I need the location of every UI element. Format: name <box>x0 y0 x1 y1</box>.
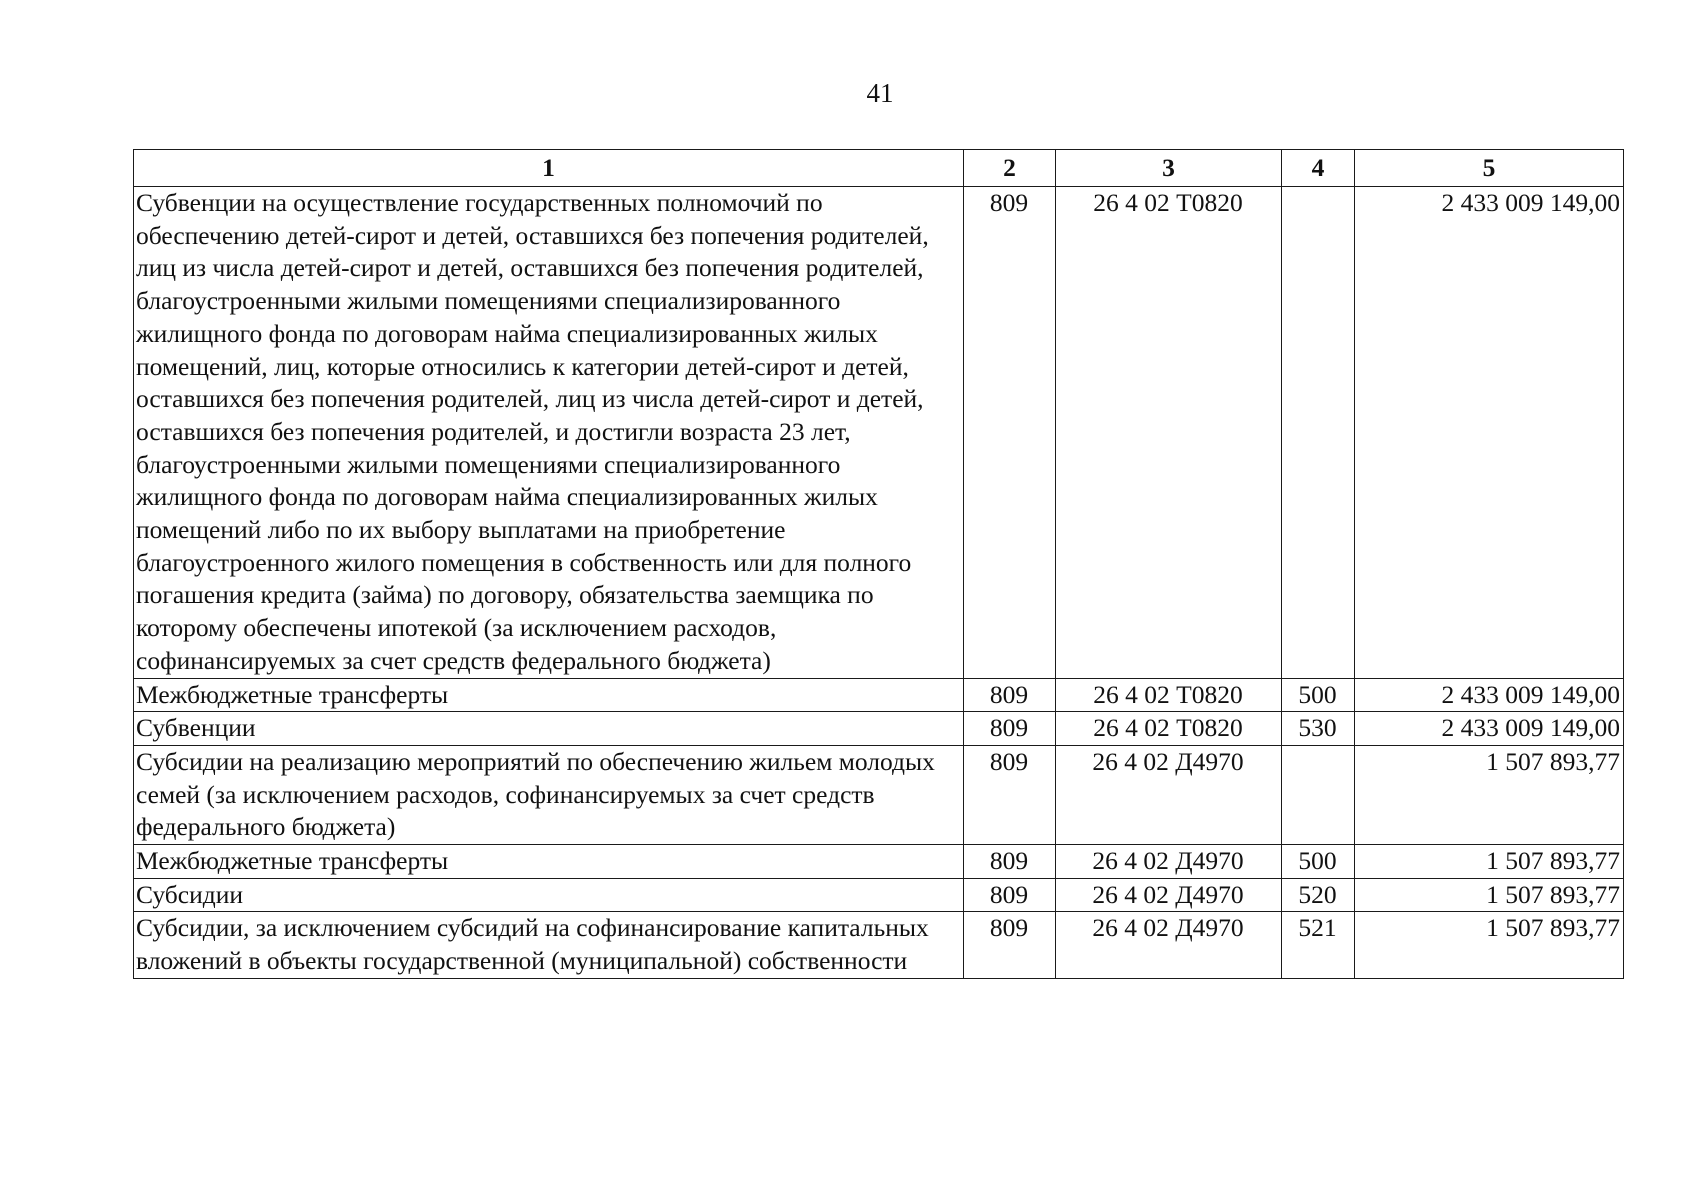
row-amount: 1 507 893,77 <box>1355 878 1624 912</box>
row-expense-type: 521 <box>1282 912 1355 978</box>
row-expense-type: 530 <box>1282 712 1355 746</box>
table-row <box>134 878 1624 912</box>
row-description: Межбюджетные трансферты <box>134 845 964 879</box>
row-description: Субвенции на осуществление государственных полномочий по обеспечению детей-сирот и детей, оставшихся без попечения родителей, лиц из числа детей-сирот и детей, оставшихся без попечения родителей, благоустроенными жилыми помещениями специализированного жилищного фонда по договорам найма специализированных жилых помещений, лиц, которые относились к категории детей-сирот и детей, оставшихся без попечения родителей, лиц из числа детей-сирот и детей, оставшихся без попечения родителей, и достигли возраста 23 лет, благоустроенными жилыми помещениями специализированного жилищного фонда по договорам найма специализированных жилых помещений либо по их выбору выплатами на приобретение благоустроенного жилого помещения в собственность или для полного погашения кредита (займа) по договору, обязательства заемщика по которому обеспечены ипотекой (за исключением расходов, софинансируемых за счет средств федерального бюджета) <box>134 187 964 679</box>
table-row <box>134 912 1624 978</box>
table-header-row <box>134 150 1624 187</box>
row-expense-type <box>1282 745 1355 844</box>
row-department-code: 809 <box>964 912 1056 978</box>
table-row <box>134 712 1624 746</box>
row-department-code: 809 <box>964 712 1056 746</box>
table-row <box>134 745 1624 844</box>
row-department-code: 809 <box>964 845 1056 879</box>
row-amount: 2 433 009 149,00 <box>1355 187 1624 679</box>
column-header-2: 2 <box>964 150 1056 187</box>
row-amount: 2 433 009 149,00 <box>1355 712 1624 746</box>
row-description: Субсидии на реализацию мероприятий по обеспечению жильем молодых семей (за исключением расходов, софинансируемых за счет средств федерального бюджета) <box>134 745 964 844</box>
table-row <box>134 187 1624 679</box>
row-department-code: 809 <box>964 187 1056 679</box>
budget-table <box>133 149 1624 979</box>
column-header-5: 5 <box>1355 150 1624 187</box>
column-header-1: 1 <box>134 150 964 187</box>
row-target-article: 26 4 02 Т0820 <box>1056 187 1282 679</box>
row-amount: 1 507 893,77 <box>1355 845 1624 879</box>
row-amount: 1 507 893,77 <box>1355 912 1624 978</box>
row-amount: 2 433 009 149,00 <box>1355 678 1624 712</box>
table-row <box>134 678 1624 712</box>
row-description: Субсидии, за исключением субсидий на софинансирование капитальных вложений в объекты государственной (муниципальной) собственности <box>134 912 964 978</box>
column-header-4: 4 <box>1282 150 1355 187</box>
row-expense-type <box>1282 187 1355 679</box>
row-expense-type: 520 <box>1282 878 1355 912</box>
row-description: Субсидии <box>134 878 964 912</box>
row-department-code: 809 <box>964 745 1056 844</box>
row-target-article: 26 4 02 Д4970 <box>1056 912 1282 978</box>
table-row <box>134 845 1624 879</box>
row-target-article: 26 4 02 Д4970 <box>1056 745 1282 844</box>
column-header-3: 3 <box>1056 150 1282 187</box>
row-expense-type: 500 <box>1282 678 1355 712</box>
row-target-article: 26 4 02 Д4970 <box>1056 845 1282 879</box>
row-department-code: 809 <box>964 878 1056 912</box>
row-description: Межбюджетные трансферты <box>134 678 964 712</box>
page-number: 41 <box>866 78 894 108</box>
row-description: Субвенции <box>134 712 964 746</box>
row-department-code: 809 <box>964 678 1056 712</box>
row-target-article: 26 4 02 Т0820 <box>1056 678 1282 712</box>
row-target-article: 26 4 02 Д4970 <box>1056 878 1282 912</box>
row-target-article: 26 4 02 Т0820 <box>1056 712 1282 746</box>
row-amount: 1 507 893,77 <box>1355 745 1624 844</box>
row-expense-type: 500 <box>1282 845 1355 879</box>
